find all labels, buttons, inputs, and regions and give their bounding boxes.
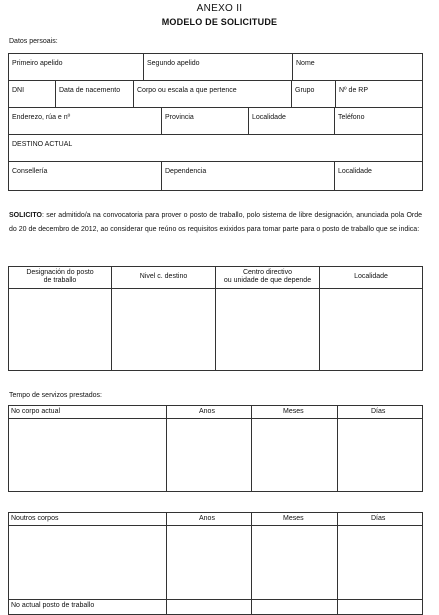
- corps-label: Corpo ou escala a que pertence: [137, 87, 237, 94]
- destination-locality-field[interactable]: [335, 162, 422, 190]
- other-years-header: Anos: [199, 515, 215, 522]
- request-paragraph: [9, 209, 422, 236]
- dni-field[interactable]: [9, 81, 56, 107]
- second-surname-field[interactable]: [144, 54, 293, 80]
- post-table: [8, 266, 423, 371]
- birth-date-label: Data de nacemento: [59, 87, 121, 94]
- post-header-centre: Centro directivo ou unidade de que depende: [223, 269, 312, 284]
- current-corps-label: No corpo actual: [11, 408, 61, 415]
- group-field[interactable]: [292, 81, 336, 107]
- annex-label: ANEXO II: [196, 3, 243, 14]
- service-time-label: Tempo de servizos prestados:: [9, 392, 102, 399]
- current-days-header: Días: [371, 408, 386, 415]
- other-days-input[interactable]: [338, 526, 422, 598]
- post-col-locality[interactable]: [320, 267, 422, 370]
- service-table-other-footer-divider: [9, 599, 422, 600]
- address-label: Enderezo, rúa e nº: [12, 114, 71, 121]
- post-col-level[interactable]: [112, 267, 216, 370]
- current-destination-heading: [9, 135, 422, 161]
- service-table-other: [8, 512, 423, 615]
- destination-locality-label: Localidade: [338, 168, 372, 175]
- province-field[interactable]: [162, 108, 249, 134]
- name-field[interactable]: [293, 54, 422, 80]
- other-months-header: Meses: [283, 515, 304, 522]
- post-header-designation: Designación do posto de traballo: [26, 269, 94, 284]
- other-corps-label: Noutros corpos: [11, 515, 59, 522]
- other-years-input[interactable]: [167, 526, 251, 598]
- other-months-input[interactable]: [252, 526, 337, 598]
- department-label: Consellería: [12, 168, 48, 175]
- corps-field[interactable]: [134, 81, 292, 107]
- rp-number-label: Nº de RP: [339, 87, 369, 94]
- personal-data-box: [8, 53, 423, 191]
- locality-label: Localidade: [252, 114, 286, 121]
- current-months-header: Meses: [283, 408, 304, 415]
- request-label: SOLICITO: [9, 212, 42, 219]
- form-title: MODELO DE SOLICITUDE: [161, 17, 278, 27]
- name-label: Nome: [296, 60, 315, 67]
- post-col-centre[interactable]: [216, 267, 320, 370]
- personal-row-1: [9, 54, 422, 81]
- department-field[interactable]: [9, 162, 162, 190]
- locality-field[interactable]: [249, 108, 335, 134]
- phone-label: Teléfono: [338, 114, 365, 121]
- first-surname-label: Primeiro apelido: [12, 60, 63, 67]
- post-header-level: Nivel c. destino: [139, 273, 188, 280]
- personal-row-5: [9, 162, 422, 190]
- request-text: : ser admitido/a na convocatoria para prover o posto de traballo, polo sistema de libre designación, anunciada pola Orde do 20 de decembro de 2012, ao considerar que reúno os requisitos exixidos para tomar parte para o posto de traballo que se indica:: [9, 212, 422, 233]
- service-table-current: [8, 405, 423, 492]
- address-field[interactable]: [9, 108, 162, 134]
- province-label: Provincia: [165, 114, 194, 121]
- birth-date-field[interactable]: [56, 81, 134, 107]
- phone-field[interactable]: [335, 108, 422, 134]
- personal-row-2: [9, 81, 422, 108]
- current-months-input[interactable]: [252, 419, 337, 491]
- current-destination-label: DESTINO ACTUAL: [12, 141, 73, 148]
- current-post-row-label: No actual posto de traballo: [11, 602, 95, 609]
- rp-number-field[interactable]: [336, 81, 422, 107]
- second-surname-label: Segundo apelido: [147, 60, 200, 67]
- unit-field[interactable]: [162, 162, 335, 190]
- post-col-designation[interactable]: [9, 267, 112, 370]
- other-days-header: Días: [371, 515, 386, 522]
- personal-row-4: [9, 135, 422, 162]
- dni-label: DNI: [12, 87, 25, 94]
- current-years-header: Anos: [199, 408, 215, 415]
- personal-data-label: Datos persoais:: [9, 38, 58, 45]
- first-surname-field[interactable]: [9, 54, 144, 80]
- current-days-input[interactable]: [338, 419, 422, 491]
- post-header-locality: Localidade: [354, 273, 388, 280]
- unit-label: Dependencia: [165, 168, 207, 175]
- personal-row-3: [9, 108, 422, 135]
- current-years-input[interactable]: [167, 419, 251, 491]
- group-label: Grupo: [295, 87, 315, 94]
